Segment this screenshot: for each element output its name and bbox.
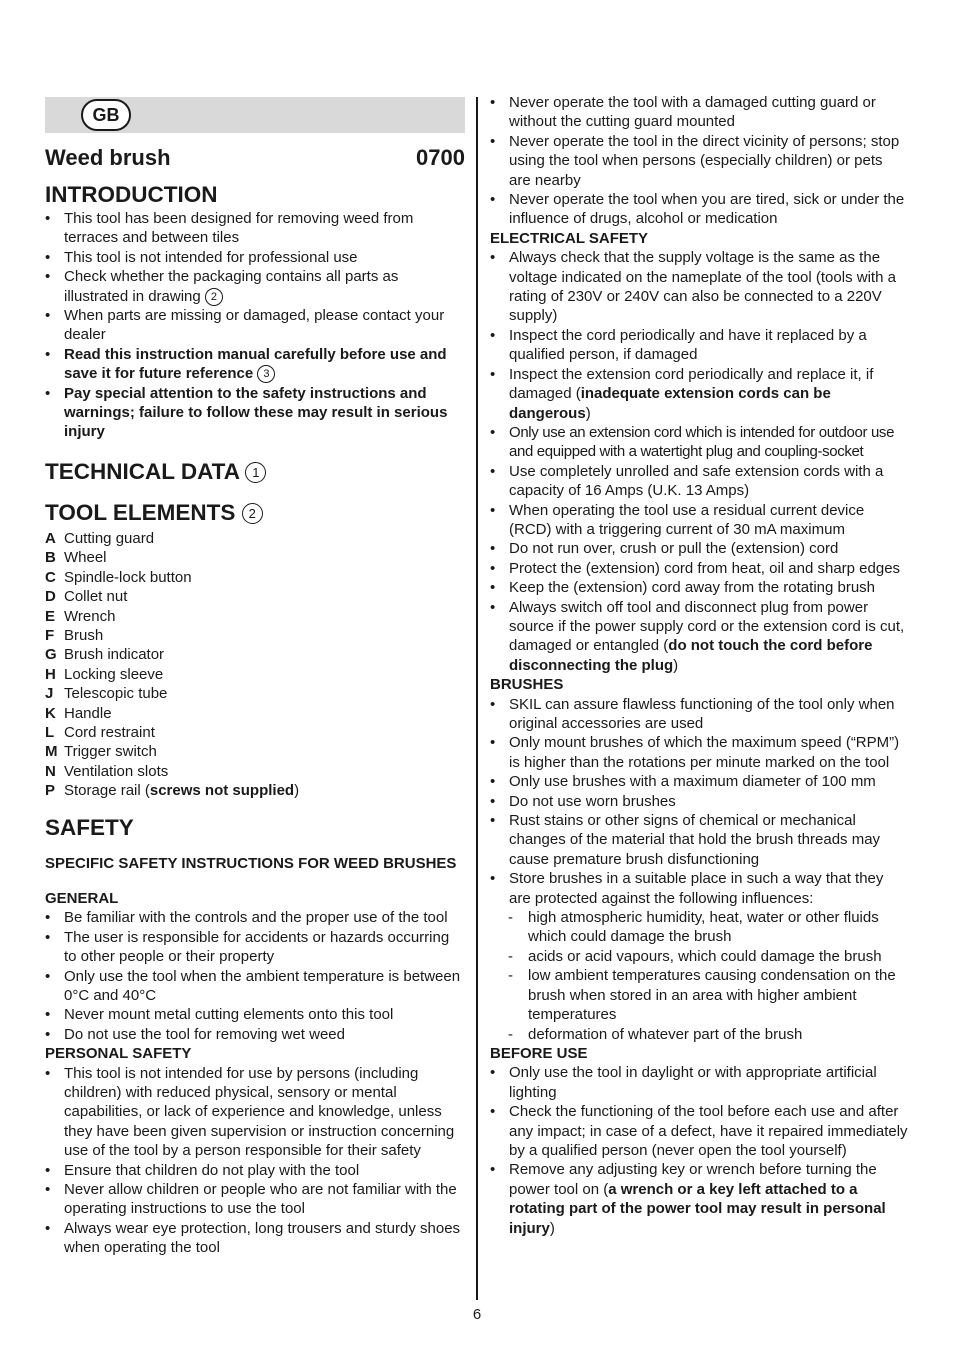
list-item: • Never operate the tool with a damaged cutting guard or without the cutting guard mounted bbox=[490, 93, 908, 132]
list-item: • When parts are missing or damaged, please contact your dealer bbox=[45, 306, 465, 345]
element-row: G Brush indicator bbox=[45, 646, 165, 664]
electrical-safety-heading: ELECTRICAL SAFETY bbox=[490, 229, 649, 247]
left-column bbox=[45, 97, 465, 1258]
element-row: A Cutting guard bbox=[45, 529, 155, 547]
list-item: • Keep the (extension) cord away from the rotating brush bbox=[490, 578, 908, 597]
model-number: 0700 bbox=[416, 145, 465, 170]
electrical-safety-list bbox=[490, 248, 908, 675]
list-item: • Inspect the cord periodically and have it replaced by a qualified person, if damaged bbox=[490, 326, 908, 365]
element-row: K Handle bbox=[45, 704, 112, 722]
brushes-heading: BRUSHES bbox=[490, 676, 564, 694]
list-item: - acids or acid vapours, which could damage the brush bbox=[490, 947, 908, 966]
element-row: F Brush bbox=[45, 626, 104, 644]
list-item: • SKIL can assure flawless functioning of the tool only when original accessories are used bbox=[490, 695, 908, 734]
language-badge: GB bbox=[81, 99, 131, 131]
brushes-list bbox=[490, 695, 908, 908]
list-item: - high atmospheric humidity, heat, water or other fluids which could damage the brush bbox=[490, 908, 908, 947]
before-use-list bbox=[490, 1063, 908, 1238]
list-item: • Do not use the tool for removing wet weed bbox=[45, 1025, 465, 1044]
element-row: D Collet nut bbox=[45, 588, 128, 606]
figure-ref-icon: 2 bbox=[205, 288, 223, 306]
element-row: E Wrench bbox=[45, 607, 116, 625]
list-item: • This tool has been designed for removing weed from terraces and between tiles bbox=[45, 209, 465, 248]
list-item: • Rust stains or other signs of chemical or mechanical changes of the material that hold the brush threads may cause premature brush disfunctioning bbox=[490, 811, 908, 869]
tool-elements-heading: TOOL ELEMENTS 2 bbox=[45, 499, 465, 527]
general-list bbox=[45, 908, 465, 1044]
list-item: • Ensure that children do not play with the tool bbox=[45, 1161, 465, 1180]
list-item: • Only use an extension cord which is intended for outdoor use and equipped with a watertight plug and coupling-socket bbox=[490, 423, 908, 462]
column-divider bbox=[476, 97, 478, 1300]
tool-elements-list bbox=[45, 529, 465, 801]
list-item: • Always switch off tool and disconnect plug from power source if the power supply cord or the extension cord is cut, damaged or entangled (do not touch the cord before disconnecting the plug) bbox=[490, 598, 908, 676]
list-item: • Store brushes in a suitable place in such a way that they are protected against the following influences: bbox=[490, 869, 908, 908]
list-item: • When operating the tool use a residual current device (RCD) with a triggering current of 30 mA maximum bbox=[490, 501, 908, 540]
element-row: J Telescopic tube bbox=[45, 685, 168, 703]
personal-safety-heading: PERSONAL SAFETY bbox=[45, 1045, 192, 1063]
list-item: - deformation of whatever part of the brush bbox=[490, 1025, 908, 1044]
personal-safety-list bbox=[45, 1064, 465, 1258]
personal-safety-list-continued bbox=[490, 93, 908, 229]
element-row: B Wheel bbox=[45, 549, 107, 567]
language-bar bbox=[45, 97, 465, 133]
element-row: C Spindle-lock button bbox=[45, 568, 192, 586]
list-item: • Remove any adjusting key or wrench before turning the power tool on (a wrench or a key left attached to a rotating part of the power tool may result in personal injury) bbox=[490, 1160, 908, 1238]
list-item: • This tool is not intended for use by persons (including children) with reduced physical, sensory or mental capabilities, or lack of experience and knowledge, unless they have been given supervision or instruction concerning use of the tool by a person responsible for their safety bbox=[45, 1064, 465, 1161]
list-item: • Check whether the packaging contains all parts as illustrated in drawing 2 bbox=[45, 267, 465, 306]
list-item: • Do not use worn brushes bbox=[490, 792, 908, 811]
general-heading: GENERAL bbox=[45, 889, 119, 907]
list-item: • Only use the tool when the ambient temperature is between 0°C and 40°C bbox=[45, 967, 465, 1006]
brushes-sub-list bbox=[490, 908, 908, 1044]
element-row: P Storage rail (screws not supplied) bbox=[45, 782, 300, 800]
list-item: • Always check that the supply voltage is the same as the voltage indicated on the nameplate of the tool (tools with a rating of 230V or 240V can also be connected to a 220V supply) bbox=[490, 248, 908, 326]
list-item: • Only use brushes with a maximum diameter of 100 mm bbox=[490, 772, 908, 791]
technical-data-heading: TECHNICAL DATA 1 bbox=[45, 458, 465, 486]
list-item: • Never operate the tool in the direct vicinity of persons; stop using the tool when persons (especially children) or pets are nearby bbox=[490, 132, 908, 190]
list-item: • Never allow children or people who are not familiar with the operating instructions to use the tool bbox=[45, 1180, 465, 1219]
list-item: • Check the functioning of the tool before each use and after any impact; in case of a defect, have it repaired immediately by a qualified person (never open the tool yourself) bbox=[490, 1102, 908, 1160]
list-item: • Use completely unrolled and safe extension cords with a capacity of 16 Amps (U.K. 13 Amps) bbox=[490, 462, 908, 501]
list-item: • Always wear eye protection, long trousers and sturdy shoes when operating the tool bbox=[45, 1219, 465, 1258]
list-item: • Never operate the tool when you are tired, sick or under the influence of drugs, alcohol or medication bbox=[490, 190, 908, 229]
specific-safety-heading: SPECIFIC SAFETY INSTRUCTIONS FOR WEED BRUSHES bbox=[45, 854, 457, 872]
safety-heading: SAFETY bbox=[45, 814, 134, 840]
list-item: • Inspect the extension cord periodically and replace it, if damaged (inadequate extension cords can be dangerous) bbox=[490, 365, 908, 423]
list-item: • Never mount metal cutting elements onto this tool bbox=[45, 1005, 465, 1024]
list-item: • Protect the (extension) cord from heat, oil and sharp edges bbox=[490, 559, 908, 578]
page-number: 6 bbox=[472, 1306, 482, 1323]
list-item: • Be familiar with the controls and the proper use of the tool bbox=[45, 908, 465, 927]
list-item: • Pay special attention to the safety instructions and warnings; failure to follow these may result in serious injury bbox=[45, 384, 465, 442]
list-item: • Read this instruction manual carefully before use and save it for future reference 3 bbox=[45, 345, 465, 384]
list-item: • Do not run over, crush or pull the (extension) cord bbox=[490, 539, 908, 558]
figure-ref-icon: 2 bbox=[242, 503, 263, 524]
intro-heading: INTRODUCTION bbox=[45, 182, 218, 207]
right-column bbox=[490, 93, 908, 1238]
before-use-heading: BEFORE USE bbox=[490, 1044, 588, 1062]
list-item: • Only use the tool in daylight or with appropriate artificial lighting bbox=[490, 1063, 908, 1102]
list-item: • This tool is not intended for professional use bbox=[45, 248, 465, 267]
figure-ref-icon: 1 bbox=[245, 462, 266, 483]
list-item: - low ambient temperatures causing condensation on the brush when stored in an area with higher ambient temperatures bbox=[490, 966, 908, 1024]
product-title: Weed brush bbox=[45, 145, 171, 170]
list-item: • The user is responsible for accidents or hazards occurring to other people or their property bbox=[45, 928, 465, 967]
figure-ref-icon: 3 bbox=[257, 365, 275, 383]
element-row: M Trigger switch bbox=[45, 743, 157, 761]
element-row: N Ventilation slots bbox=[45, 762, 169, 780]
list-item: • Only mount brushes of which the maximum speed (“RPM”) is higher than the rotations per minute marked on the tool bbox=[490, 733, 908, 772]
title-row bbox=[45, 145, 465, 171]
element-row: L Cord restraint bbox=[45, 723, 155, 741]
intro-list bbox=[45, 209, 465, 442]
element-row: H Locking sleeve bbox=[45, 665, 164, 683]
